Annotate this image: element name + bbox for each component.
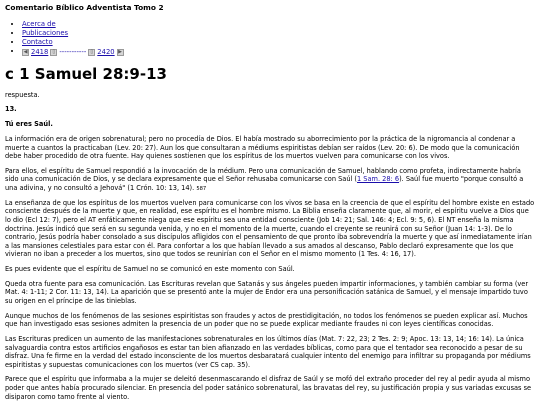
- paragraph-5-text-b: ). Saúl fue muerto "porque consultó a una adivina, y no consultó a Jehová" (1 Crón. 10: 13, 14).: [5, 175, 524, 192]
- pager-separator: -----------: [59, 48, 87, 57]
- nav-item-pager: [22, 47, 535, 57]
- paragraph-8: Queda otra fuente para esa comunicación. Las Escrituras revelan que Satanás y sus ángeles pueden impartir informaciones, y también cambiar su forma (ver Mat. 4: 1-11; 2 Cor. 11: 13, 14). La aparición que se presentó ante la mujer de Endor era una personificación satánica de Samuel, y el mensaje impartido tuvo su origen en el príncipe de las tinieblas.: [5, 279, 529, 305]
- paragraph-1: respuesta.: [5, 90, 40, 99]
- nav-item-contact: [22, 38, 535, 47]
- paragraph-10: Las Escrituras predicen un aumento de las manifestaciones sobrenaturales en los últimos días (Mat. 7: 22, 23; 2 Tes. 2: 9; Apoc. 13: 13, 14; 16: 14). La única salvaguardia contra estos artificios engañosos es estar tan bien afianzado en las verdades bíblicas, como para que el tentador sea reconocido a pesar de su disfraz. Una fe firme en la verdad del estado inconsciente de los muertos desbaratará cualquier intento del enemigo para infiltrar su propaganda por médiums espiritistas y supuestas comunicaciones con los muertos (ver CS cap. 35).: [5, 334, 531, 369]
- verse-number: 13.: [5, 105, 17, 114]
- paragraph-6: La enseñanza de que los espíritus de los muertos vuelven para comunicarse con los vivos se basa en la creencia de que el espíritu del hombre existe en estado consciente después de la muerte y que, en realidad, ese espíritu es el hombre mismo. La Biblia enseña claramente que, al morir, el espíritu vuelve a Dios que lo dio (Ecl 12: 7), pero el AT enfáticamente niega que ese espíritu sea una entidad consciente (Job 14: 21; Sal. 146: 4; Ecl. 9: 5, 6). El NT enseña la misma doctrina. Jesús indicó que será en su segunda venida, y no en el momento de la muerte, cuando el creyente se reunirá con su Señor (Juan 14: 1-3). De lo contrario, Jesús podría haber consolado a sus discípulos afligidos con el pensamiento de que pronto iba sobrevendría la muerte y que así inmediatamente irían a las mansiones celestiales para estar con él. Para confortar a los que habían llevado a sus amados al descanso, Pablo declaró expresamente que los que vivieran no iban a preceder a los muertos, sino que todos se reunirían con el Señor en el mismo momento (1 Tes. 4: 16, 17).: [5, 198, 535, 259]
- scripture-link[interactable]: 1 Sam. 28: 6: [357, 175, 400, 184]
- page-number-marker: 587: [196, 185, 207, 192]
- paragraph-4: La información era de origen sobrenatural; pero no procedía de Dios. El había mostrado su aborrecimiento por la práctica de la nigromancia al condenar a muerte a cuantos la practicaban (Lev. 20: 27). Aun los que consultaran a médiums espiritistas debían ser raídos (Lev. 20: 6). De modo que la comunicación debe haber procedido de otra fuente. Hay quienes sostienen que los espíritus de los muertos vuelven para comunicarse con los vivos.: [5, 134, 520, 161]
- next-page-link[interactable]: 2420: [97, 48, 115, 57]
- next-arrow-icon[interactable]: ▶: [118, 49, 123, 56]
- prev-arrow-icon[interactable]: • ◀: [23, 49, 28, 56]
- paragraph-11: Parece que el espíritu que informaba a la mujer se deleitó desenmascarando el disfraz de Saúl y se mofó del extraño proceder del rey al pedir ayuda al mismo poder que antes había procurado silenciar. En presencia del poder satánico sobrenatural, las bravatas del rey, su justificación propia y sus variadas excusas se disiparon como tamo frente al viento.: [5, 375, 532, 401]
- about-link[interactable]: Acerca de: [22, 19, 56, 28]
- publications-link[interactable]: Publicaciones: [22, 28, 69, 37]
- pager: [22, 48, 124, 57]
- nav-item-publications: [22, 29, 535, 38]
- paragraph-7: Es pues evidente que el espíritu de Samuel no se comunicó en este momento con Saúl.: [5, 265, 295, 274]
- paragraph-5-text-a: Para ellos, el espíritu de Samuel respondió a la invocación de la médium. Pero una comunicación de Samuel, hablando como profeta, indirectamente habría sido una comunicación de Dios, y se declara expresamente que el Señor rehusaba comunicarse con Saúl (: [5, 166, 521, 184]
- nav-item-about: [22, 20, 535, 29]
- page-title: c 1 Samuel 28:9-13: [5, 65, 167, 84]
- prev-page-link[interactable]: 2418: [31, 48, 49, 57]
- next-page-icon: ▯: [88, 49, 95, 56]
- contact-link[interactable]: Contacto: [22, 37, 53, 46]
- verse-heading: Tú eres Saúl.: [5, 120, 53, 129]
- site-title: Comentario Bíblico Adventista Tomo 2: [5, 3, 164, 12]
- paragraph-5: [5, 167, 535, 193]
- paragraph-9: Aunque muchos de los fenómenos de las sesiones espiritistas son fraudes y actos de prestidigitación, no todos los fenómenos se pueden explicar así. Muchos que han investigado esas sesiones admiten la presencia de un poder que no se puede explicar mediante fraudes ni con leyes científicas conocidas.: [5, 311, 528, 329]
- prev-page-icon: ▯: [50, 49, 57, 56]
- nav-list: [5, 20, 535, 58]
